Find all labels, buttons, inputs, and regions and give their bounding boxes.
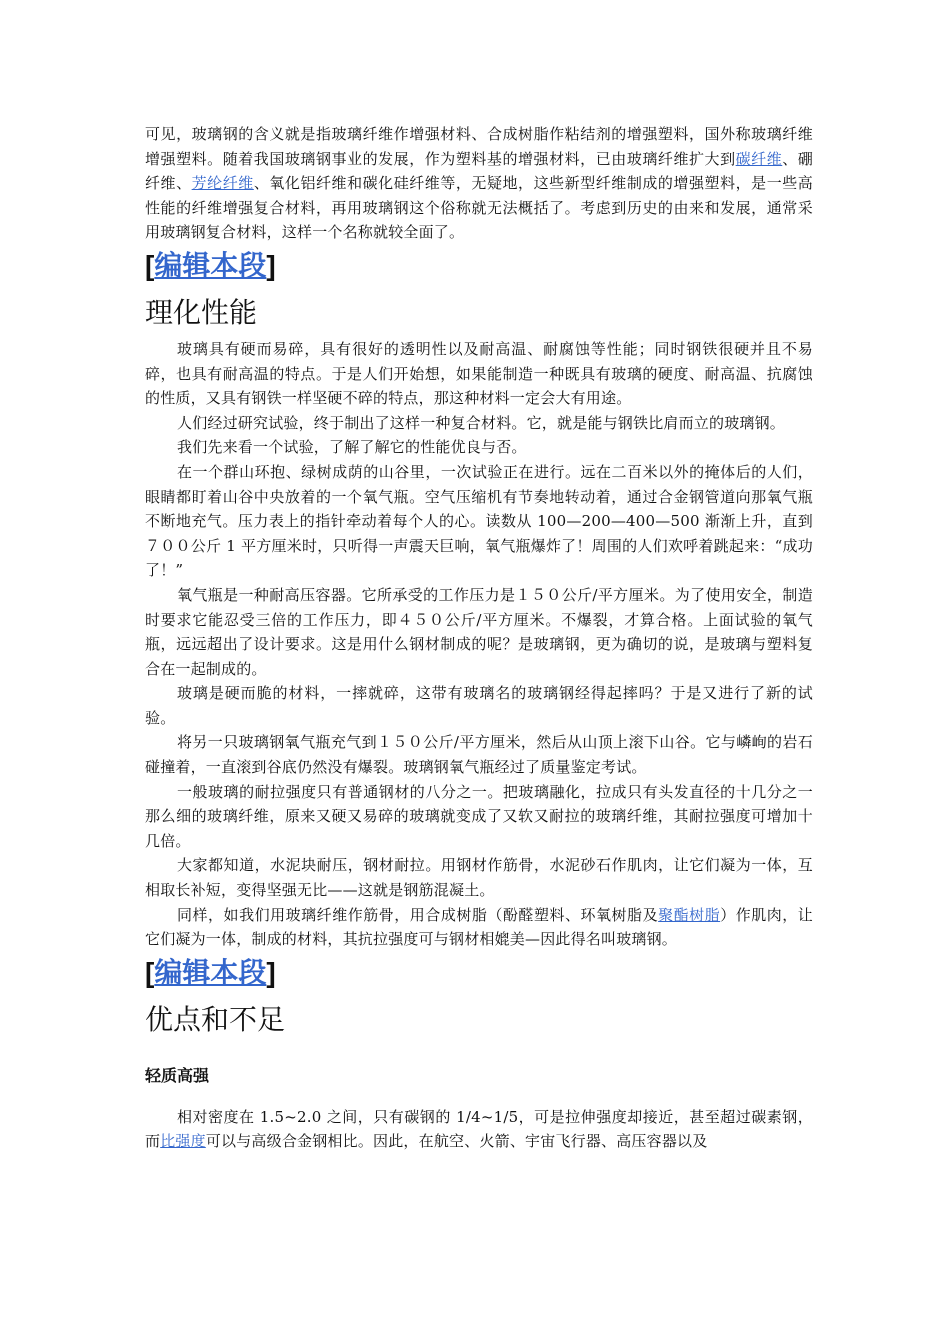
edit-section-1 [145,249,813,283]
edit-section-link[interactable]: 编辑本段 [154,249,267,281]
paragraph: 大家都知道，水泥块耐压，钢材耐拉。用钢材作筋骨，水泥砂石作肌肉，让它们凝为一体，互相取长补短，变得坚强无比——这就是钢筋混凝土。 [145,856,813,900]
paragraph: 在一个群山环抱、绿树成荫的山谷里，一次试验正在进行。远在二百米以外的掩体后的人们，眼睛都盯着山谷中央放着的一个氧气瓶。空气压缩机有节奏地转动着，通过合金钢管道向那氧气瓶不断地充气。压力表上的指针牵动着每个人的心。读数从 100—200—400—500 渐渐上升，直到７００公斤 1 平方厘米时，只听得一声震天巨响，氧气瓶爆炸了！周围的人们欢呼着跳起来：“成功了！” [145,462,813,580]
edit-section-link[interactable]: 编辑本段 [154,956,267,988]
document-page [145,122,813,1154]
intro-text-2: 、硼纤维、 [145,149,814,193]
paragraph: 玻璃具有硬而易碎，具有很好的透明性以及耐高温、耐腐蚀等性能；同时钢铁很硬并且不易碎，也具有耐高温的特点。于是人们开始想，如果能制造一种既具有玻璃的硬度、耐高温、抗腐蚀的性质，又具有钢铁一样坚硬不碎的特点，那这种材料一定会大有用途。 [145,339,813,408]
link-carbon-fiber[interactable]: 碳纤维 [735,149,783,168]
subheading-lightweight: 轻质高强 [145,1065,210,1085]
section-heading-pros-cons: 优点和不足 [145,1002,286,1036]
link-polyester-resin[interactable]: 聚酯树脂 [658,905,721,924]
bracket-open: [ [145,956,155,988]
bracket-close: ] [266,249,276,281]
intro-text-3: 、氧化铝纤维和碳化硅纤维等，无疑地，这些新型纤维制成的增强塑料，是一些高性能的纤维增强复合材料，再用玻璃钢这个俗称就无法概括了。考虑到历史的由来和发展，通常采用玻璃钢复合材料，这样一个名称就较全面了。 [145,174,813,242]
section-heading-properties: 理化性能 [145,295,258,329]
paragraph: 一般玻璃的耐拉强度只有普通钢材的八分之一。把玻璃融化，拉成只有头发直径的十几分之一那么细的玻璃纤维，原来又硬又易碎的玻璃就变成了又软又耐拉的玻璃纤维，其耐拉强度可增加十几倍。 [145,782,813,850]
paragraph: 人们经过研究试验，终于制出了这样一种复合材料。它，就是能与钢铁比肩而立的玻璃钢。 [177,413,786,432]
intro-paragraph [145,122,813,245]
para-text: 相对密度在 1.5~2.0 之间，只有碳钢的 1/4~1/5，可是拉伸强度却接近，甚至超过碳素钢，而 [145,1107,813,1151]
link-specific-strength[interactable]: 比强度 [160,1132,206,1151]
paragraph: 我们先来看一个试验，了解了解它的性能优良与否。 [177,438,527,457]
para-text: 同样，如我们用玻璃纤维作筋骨，用合成树脂（酚醛塑料、环氧树脂及 [177,905,659,924]
paragraph: 氧气瓶是一种耐高压容器。它所承受的工作压力是１５０公斤/平方厘米。为了使用安全，制造时要求它能忍受三倍的工作压力，即４５０公斤/平方厘米。不爆裂，才算合格。上面试验的氧气瓶，远远超出了设计要求。这是用什么钢材制成的呢？是玻璃钢，更为确切的说，是玻璃与塑料复合在一起制成的。 [145,585,813,678]
edit-section-2 [145,956,813,990]
bracket-close: ] [266,956,276,988]
paragraph: 玻璃是硬而脆的材料，一摔就碎，这带有玻璃名的玻璃钢经得起摔吗？于是又进行了新的试验。 [145,684,813,727]
para-text: ）作肌肉，让它们凝为一体，制成的材料，其抗拉强度可与钢材相媲美—因此得名叫玻璃钢。 [145,905,813,949]
link-aramid-fiber[interactable]: 芳纶纤维 [191,174,254,193]
paragraph [145,903,813,952]
para-text: 可以与高级合金钢相比。因此，在航空、火箭、宇宙飞行器、高压容器以及 [205,1132,708,1151]
bracket-open: [ [145,249,155,281]
paragraph: 将另一只玻璃钢氧气瓶充气到１５０公斤/平方厘米，然后从山顶上滚下山谷。它与嶙峋的岩石碰撞着，一直滚到谷底仍然没有爆裂。玻璃钢氧气瓶经过了质量鉴定考试。 [145,733,813,777]
intro-text-1: 可见，玻璃钢的含义就是指玻璃纤维作增强材料、合成树脂作粘结剂的增强塑料，国外称玻璃纤维增强塑料。随着我国玻璃钢事业的发展，作为塑料基的增强材料，已由玻璃纤维扩大到 [145,125,813,168]
paragraph [145,1105,813,1154]
